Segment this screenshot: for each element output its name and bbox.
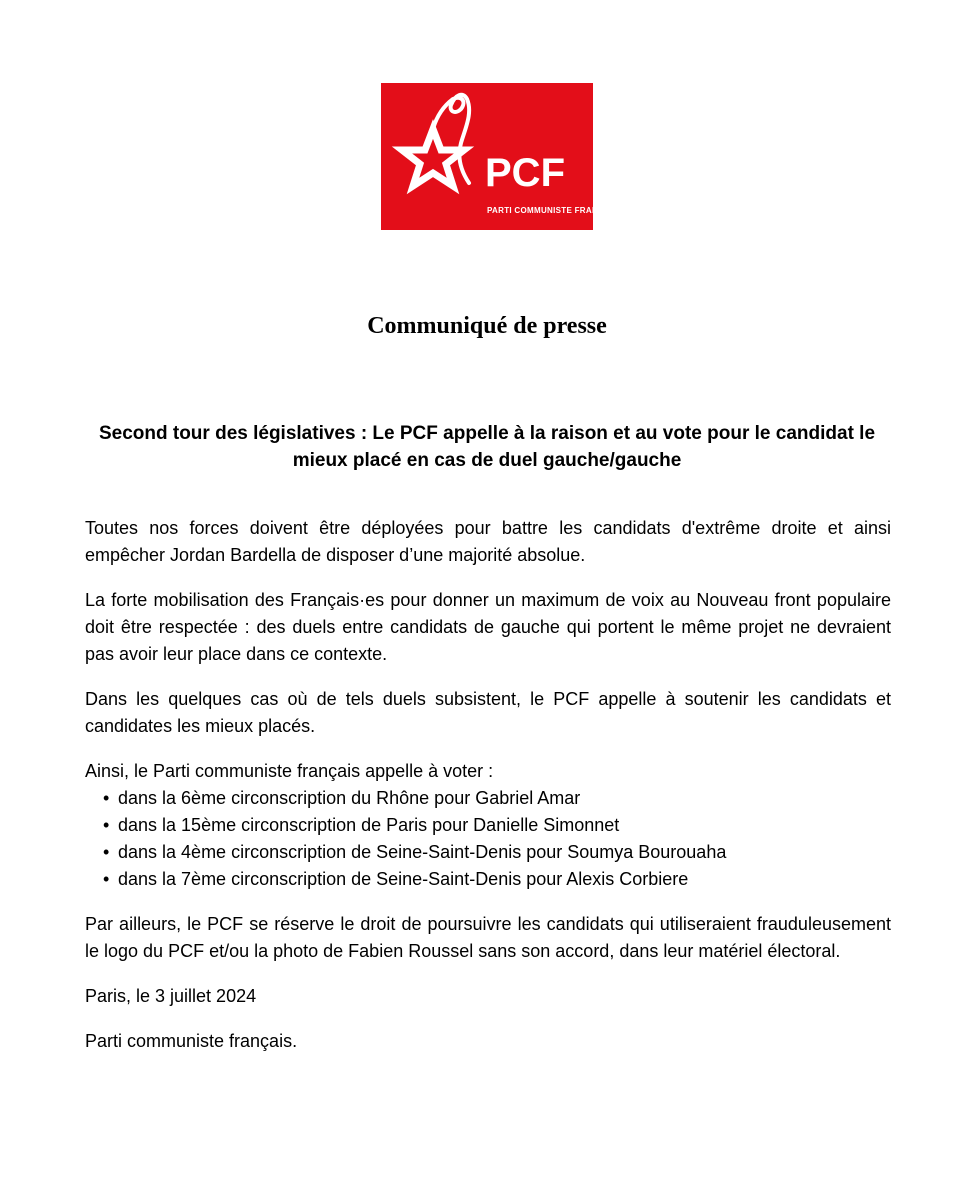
paragraph: La forte mobilisation des Français·es pour donner un maximum de voix au Nouveau front populaire doit être respectée : des duels entre candidats de gauche qui portent le même projet ne devraient pas avoir leur place dans ce contexte. [85, 590, 891, 664]
list-intro: Ainsi, le Parti communiste français appelle à voter : [85, 761, 494, 781]
list-item [103, 839, 891, 866]
logo-wordmark: PCF [485, 151, 565, 195]
place-date: Paris, le 3 juillet 2024 [85, 986, 257, 1006]
list-item-text: dans la 7ème circonscription de Seine-Saint-Denis pour Alexis Corbiere [118, 869, 689, 889]
page-title: Communiqué de presse [367, 313, 607, 339]
logo-subtitle: PARTI COMMUNISTE FRANÇAIS [487, 206, 619, 215]
bullet-icon: • [103, 869, 110, 889]
bullet-icon: • [103, 788, 110, 808]
press-body [85, 515, 891, 1073]
list-item [103, 812, 891, 839]
press-headline: Second tour des législatives : Le PCF appelle à la raison et au vote pour le candidat le mieux placé en cas de duel gauche/gauche [98, 423, 876, 471]
pcf-logo [381, 83, 619, 230]
bullet-icon: • [103, 815, 110, 835]
paragraph: Dans les quelques cas où de tels duels subsistent, le PCF appelle à soutenir les candidats et candidates les mieux placés. [85, 689, 891, 736]
list-item [103, 785, 891, 812]
bullet-icon: • [103, 842, 110, 862]
pcf-logo-graphic [381, 83, 619, 230]
paragraph: Toutes nos forces doivent être déployées pour battre les candidats d'extrême droite et ainsi empêcher Jordan Bardella de disposer d’une majorité absolue. [85, 518, 891, 565]
list-item-text: dans la 15ème circonscription de Paris pour Danielle Simonnet [118, 815, 620, 835]
candidate-list [85, 785, 891, 893]
list-item-text: dans la 4ème circonscription de Seine-Saint-Denis pour Soumya Bourouaha [118, 842, 727, 862]
closing-paragraph: Par ailleurs, le PCF se réserve le droit de poursuivre les candidats qui utiliseraient frauduleusement le logo du PCF et/ou la photo de Fabien Roussel sans son accord, dans leur matériel électoral. [85, 914, 891, 961]
signature: Parti communiste français. [85, 1031, 298, 1051]
list-item-text: dans la 6ème circonscription du Rhône pour Gabriel Amar [118, 788, 581, 808]
list-item [103, 866, 891, 893]
